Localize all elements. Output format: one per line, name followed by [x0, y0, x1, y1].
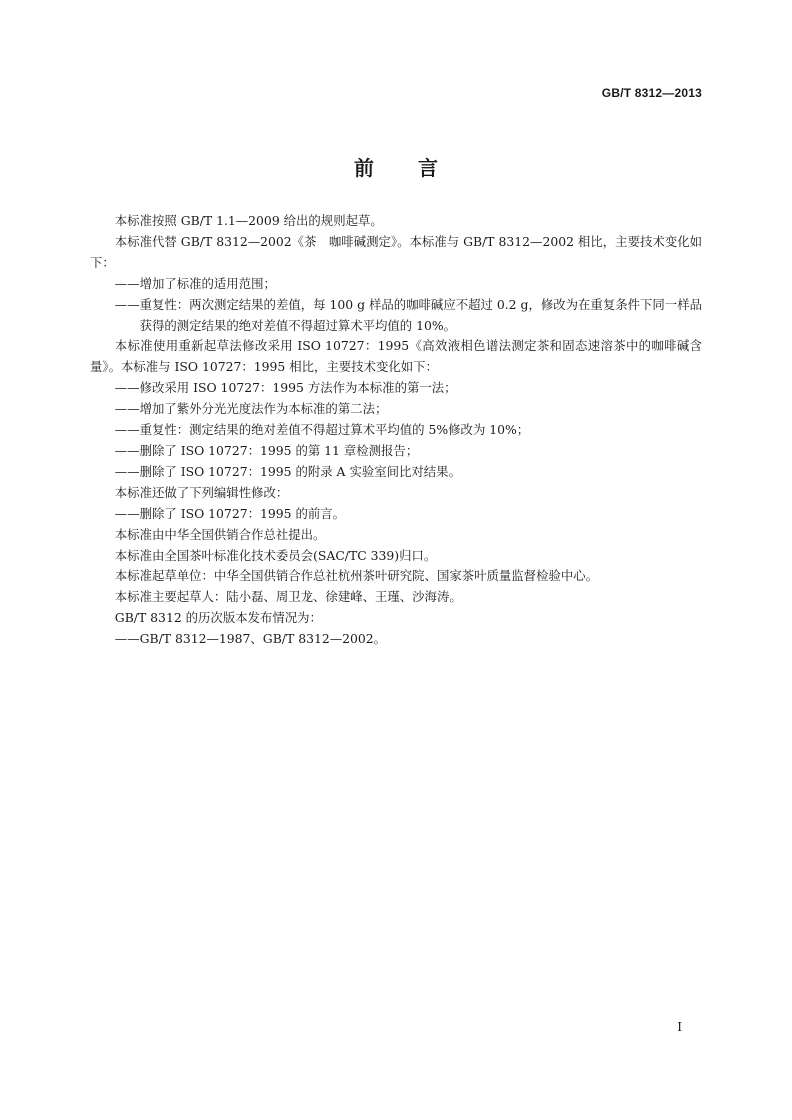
- list-item: ——GB/T 8312—1987、GB/T 8312—2002。: [114, 631, 387, 647]
- paragraph: GB/T 8312 的历次版本发布情况为：: [114, 610, 322, 626]
- list-item: ——增加了紫外分光光度法作为本标准的第二法；: [114, 401, 388, 417]
- paragraph: 本标准使用重新起草法修改采用 ISO 10727：1995《高效液相色谱法测定茶和固态速溶茶中的咖啡碱含量》。本标准与 ISO 10727：1995 相比，主要技术变化如下：: [90, 338, 702, 375]
- paragraph: 本标准起草单位：中华全国供销合作总社杭州茶叶研究院、国家茶叶质量监督检验中心。: [114, 568, 599, 584]
- list-item: ——重复性：两次测定结果的差值，每 100 g 样品的咖啡碱应不超过 0.2 g，修改为在重复条件下同一样品获得的测定结果的绝对差值不得超过算术平均值的 10%。: [114, 296, 702, 333]
- paragraph: 本标准主要起草人：陆小磊、周卫龙、徐建峰、王瑾、沙海涛。: [114, 589, 462, 605]
- list-item: ——删除了 ISO 10727：1995 的第 11 章检测报告；: [114, 442, 419, 458]
- paragraph: 本标准按照 GB/T 1.1—2009 给出的规则起草。: [114, 213, 383, 228]
- list-item: ——增加了标准的适用范围；: [114, 275, 276, 291]
- page-number: I: [677, 1020, 682, 1034]
- list-item: ——重复性：测定结果的绝对差值不得超过算术平均值的 5%修改为 10%；: [114, 422, 530, 438]
- foreword-body: [90, 211, 702, 650]
- page-title: 前言: [354, 156, 482, 180]
- list-item: ——删除了 ISO 10727：1995 的附录 A 实验室间比对结果。: [114, 463, 461, 479]
- list-item: ——修改采用 ISO 10727：1995 方法作为本标准的第一法；: [114, 380, 457, 396]
- paragraph: 本标准由全国茶叶标准化技术委员会(SAC/TC 339)归口。: [114, 547, 437, 563]
- paragraph: 本标准由中华全国供销合作总社提出。: [114, 526, 326, 542]
- paragraph: 本标准代替 GB/T 8312—2002《茶 咖啡碱测定》。本标准与 GB/T 8312—2002 相比，主要技术变化如下：: [90, 233, 702, 270]
- paragraph: 本标准还做了下列编辑性修改：: [114, 484, 289, 500]
- document-code: GB/T 8312—2013: [601, 86, 702, 100]
- list-item: ——删除了 ISO 10727：1995 的前言。: [114, 505, 346, 521]
